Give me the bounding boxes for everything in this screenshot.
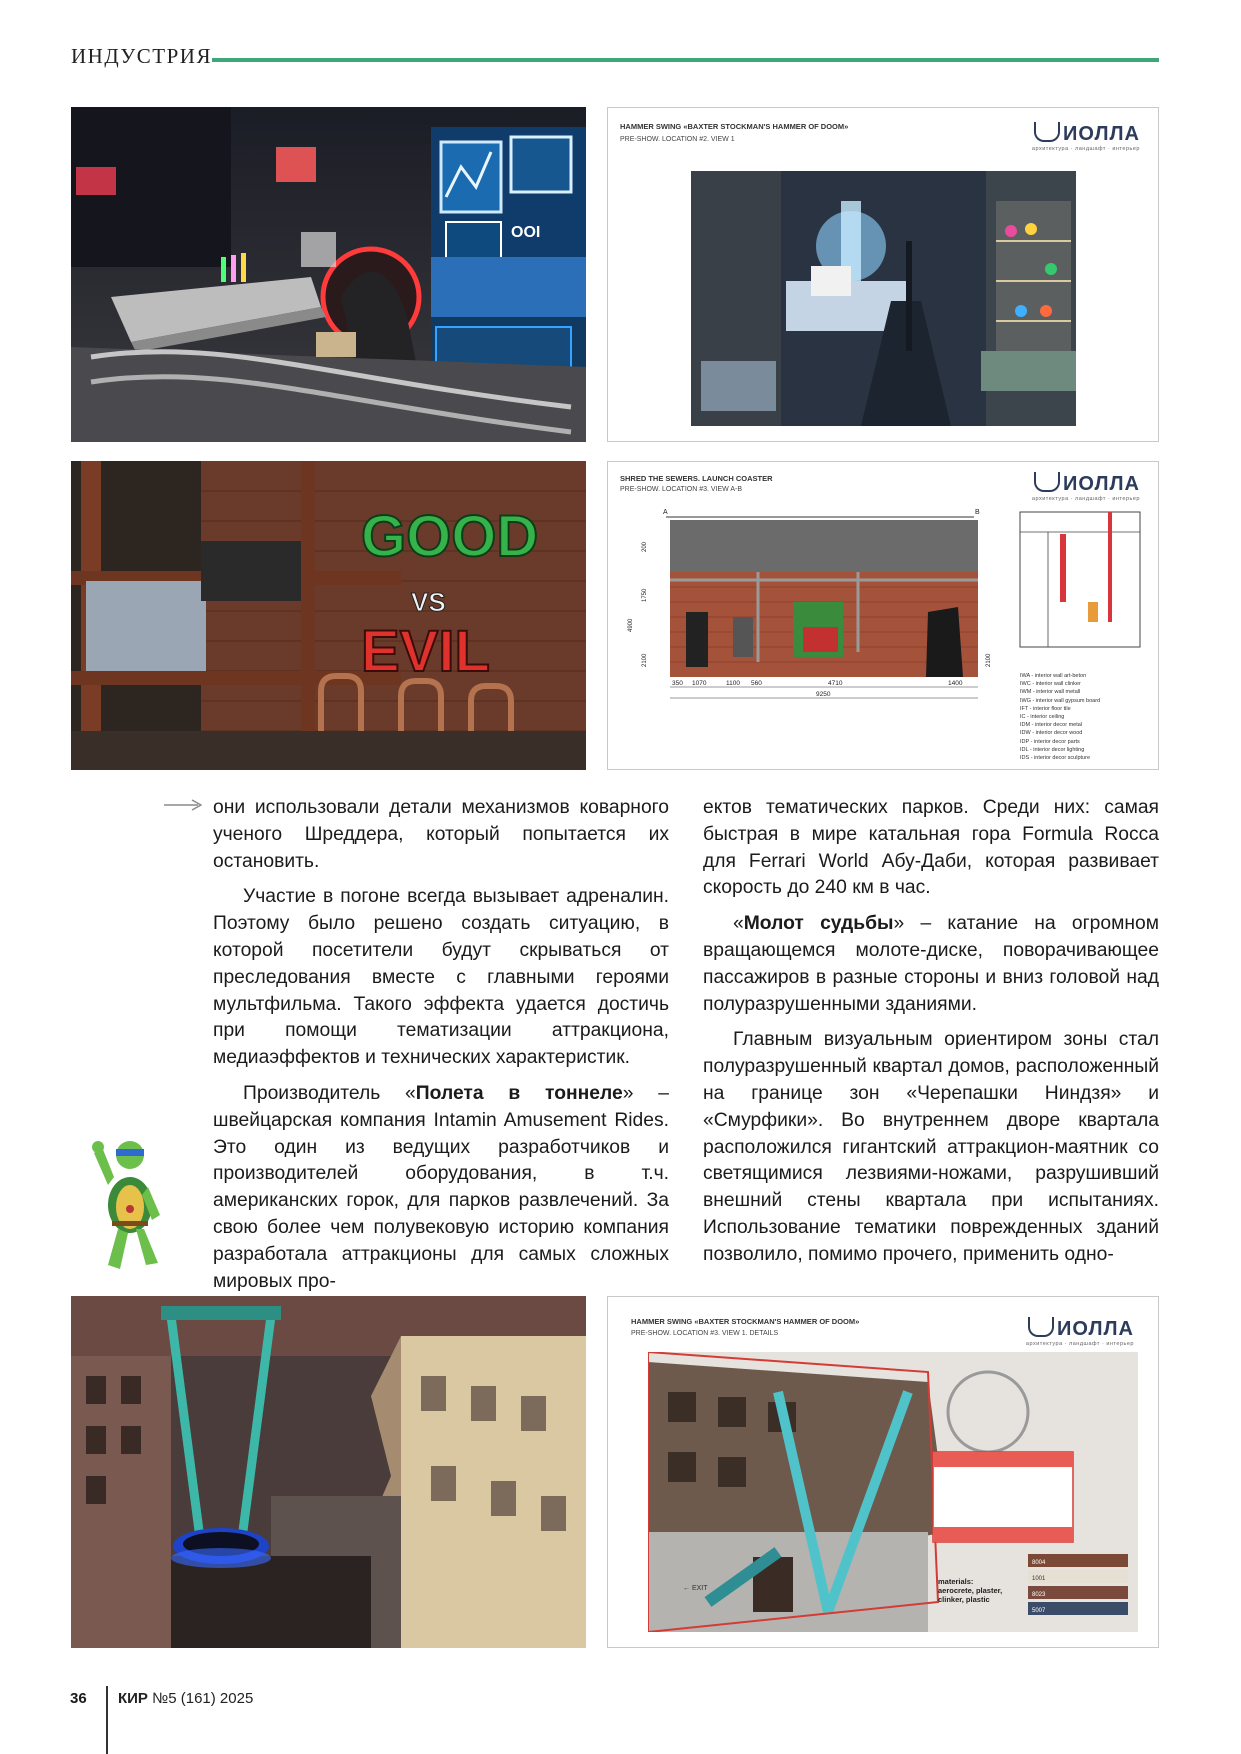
paragraph: Участие в погоне всегда вызывает адреналин. Поэтому было решено создать ситуацию, в которой посетители будут скрываться от преследования вместе с главными героями мультфильма. Такого эффекта удается достичь при помощи тематизации аттракциона, медиаэффектов и технических характеристик.: [213, 886, 669, 1069]
graffiti-evil: EVIL: [361, 619, 490, 684]
swatch-label: 5007: [1032, 1608, 1046, 1614]
ninja-turtle-illustration: [86, 1125, 168, 1275]
board-title: HAMMER SWING «BAXTER STOCKMAN'S HAMMER OF DOOM»: [620, 122, 849, 131]
materials-list: materials: aerocrete, plaster, clinker, plastic: [938, 1577, 1003, 1604]
board-subtitle: PRE-SHOW. LOCATION #2. VIEW 1: [620, 136, 735, 143]
dim-left: 1750: [642, 588, 648, 602]
axis-a-label: A: [663, 509, 668, 516]
text-column-left: [213, 795, 669, 1295]
concept-board-hammer-preshow: [607, 107, 1159, 442]
exit-label: ← EXIT: [683, 1585, 708, 1592]
dim-label: 350: [672, 680, 683, 687]
photo-graffiti-wall: [71, 461, 586, 770]
footer-rule: [106, 1686, 108, 1754]
iolla-logo: ИОЛЛА архитектура · ландшафт · интерьер: [1025, 1318, 1134, 1347]
board-subtitle: PRE-SHOW. LOCATION #3. VIEW 1. DETAILS: [631, 1330, 779, 1337]
swatch-label: 1001: [1032, 1576, 1046, 1582]
dim-label: 1400: [948, 680, 963, 687]
board-subtitle: PRE-SHOW. LOCATION #3. VIEW A-B: [620, 486, 743, 493]
dim-label: 1070: [692, 680, 707, 687]
dim-left: 2100: [642, 653, 648, 667]
swatch-label: 8004: [1032, 1560, 1046, 1566]
continue-arrow-icon: [164, 799, 202, 811]
dim-label: 1100: [726, 680, 740, 687]
photo-hammer-swing: [71, 1296, 586, 1648]
dim-label: 4710: [828, 680, 843, 687]
dim-left: 200: [642, 541, 648, 552]
paragraph: ектов тематических парков. Среди них: самая быстрая в мире катальная гора Formula Rocca для Ferrari World Абу-Даби, которая развивает скорость до 240 км в час.: [703, 797, 1159, 899]
axis-b-label: B: [975, 509, 980, 516]
swatch-label: 8023: [1032, 1592, 1046, 1598]
graffiti-good: GOOD: [361, 504, 539, 569]
section-title: ИНДУСТРИЯ: [71, 44, 212, 68]
graffiti-vs: VS: [411, 587, 446, 617]
dim-total: 9250: [816, 691, 831, 698]
material-legend: IWA - interior wall art-beton IWC - interior wall clinker IWM - interior wall metall IWG - interior wall gypsum board IFT - interior floor tile IC - interior ceiling IDM - interior decor metal IDW - interior decor wood IDP - interior decor parts IDL - interior decor lighting IDS - interior decor sculpture: [1020, 673, 1101, 762]
board-title: HAMMER SWING «BAXTER STOCKMAN'S HAMMER OF DOOM»: [631, 1317, 860, 1326]
dim-right: 2100: [986, 653, 992, 667]
iolla-logo: ИОЛЛА архитектура · ландшафт · интерьер: [1031, 473, 1140, 502]
magazine-issue: КИР №5 (161) 2025: [118, 1690, 254, 1707]
paragraph: «Молот судьбы» – катание на огромном вращающемся молоте-диске, поворачивающее пассажиров в разные стороны и вниз головой над полуразрушенными зданиями.: [703, 913, 1159, 1015]
header-rule: [212, 58, 1159, 62]
concept-board-hammer-details: [607, 1296, 1159, 1648]
dims-bottom: [672, 680, 963, 698]
paragraph: Главным визуальным ориентиром зоны стал полуразрушенный квартал домов, расположенный на границе зон «Черепашки Ниндзя» и «Смурфики». Во внутреннем дворе квартала расположился гигантский аттракцион-маятник со светящимися лезвиями-ножами, разрушивший внешний стены квартала при испытаниях. Использование тематики поврежденных зданий позволило, помимо прочего, применить одно-: [703, 1029, 1159, 1265]
board-title: SHRED THE SEWERS. LAUNCH COASTER: [620, 474, 773, 483]
dim-left: 4900: [628, 618, 634, 632]
page-number: 36: [70, 1690, 87, 1707]
paragraph: они использовали детали механизмов коварного ученого Шреддера, который попытается их остановить.: [213, 797, 669, 872]
concept-board-sewers-drawing: [607, 461, 1159, 770]
ooi-sign: OOI: [511, 224, 541, 241]
paragraph: Производитель «Полета в тоннеле» – швейцарская компания Intamin Amusement Rides. Это один из ведущих разработчиков и производителей оборудования, в т.ч. американских горок, для парков развлечений. За свою более чем полувековую историю компания разработала аттракционы для самых сложных мировых про-: [213, 1082, 669, 1292]
text-column-right: [703, 795, 1159, 1269]
iolla-logo: ИОЛЛА архитектура · ландшафт · интерьер: [1031, 123, 1140, 152]
photo-lab-interior: [71, 107, 586, 442]
dim-label: 560: [751, 680, 762, 687]
